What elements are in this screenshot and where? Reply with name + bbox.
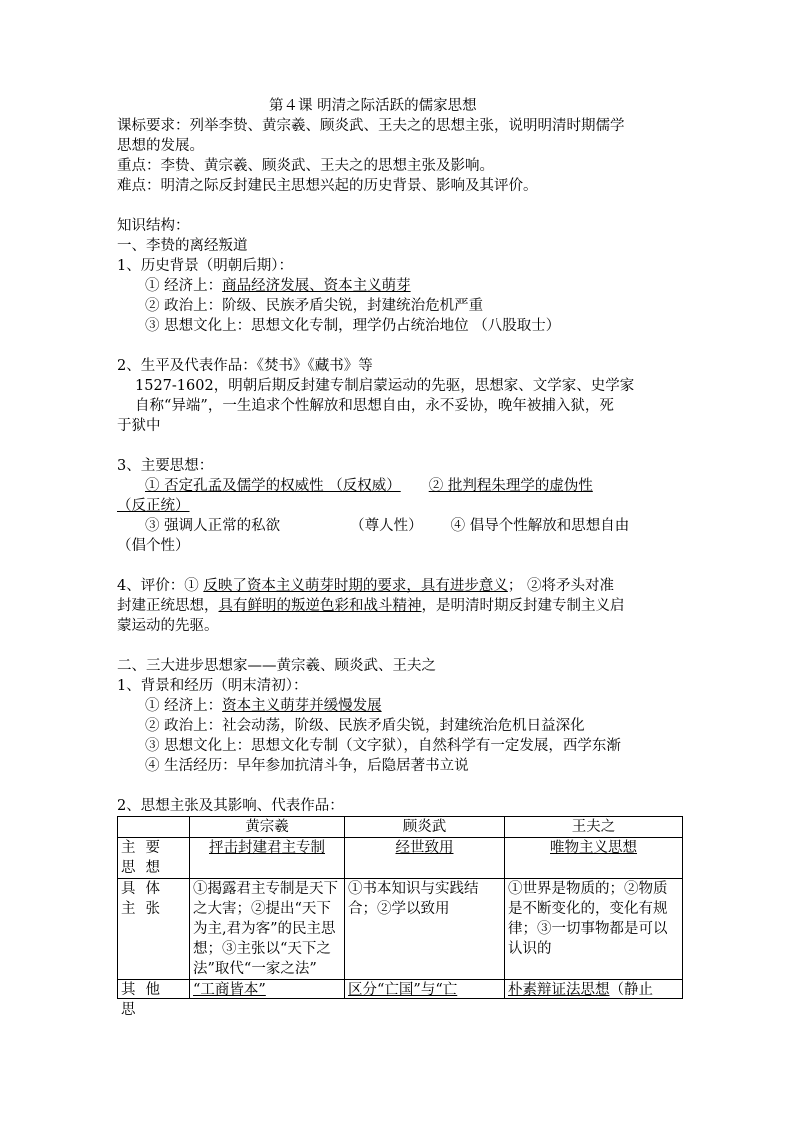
table-cell <box>190 838 345 879</box>
table-cell <box>505 838 683 879</box>
cell-text: “工商皆本” <box>193 982 266 998</box>
part2-bg-life: ④ 生活经历：早年参加抗清斗争，后隐居著书立说 <box>145 758 469 774</box>
eval-point-2: 具有鲜明的叛逆色彩和战斗精神 <box>218 598 422 614</box>
row-label <box>118 980 190 1018</box>
eval-label: 4、评价：① <box>117 578 204 594</box>
table-row <box>118 879 683 980</box>
part2-bg-economy <box>117 696 682 716</box>
part1-bg-politics: ② 政治上：阶级、民族矛盾尖锐，封建统治危机严重 <box>145 298 484 314</box>
part2-bg-heading: 1、背景和经历（明末清初）： <box>117 678 308 694</box>
part1-life-1: 1527-1602，明朝后期反封建专制启蒙运动的先驱，思想家、文学家、史学家 <box>135 378 635 394</box>
part2-bg-culture: ③ 思想文化上：思想文化专制（文字狱），自然科学有一定发展，西学东渐 <box>145 738 621 754</box>
idea-2: ② 批判程朱理学的虚伪性 <box>428 478 593 494</box>
row-label: 具体主张 <box>118 879 190 980</box>
bg-economy-label: ① 经济上： <box>145 278 223 294</box>
idea-3-tag: （尊人性） <box>350 518 423 534</box>
cell-text-rest: （静止 <box>609 982 653 998</box>
idea-1: ① 否定孔孟及儒学的权威性 （反权威） <box>145 478 401 494</box>
eval-mid: ； ②将矛头对准 <box>507 578 614 594</box>
cell-text: 区分“亡国”与“亡 <box>348 982 458 998</box>
table-cell <box>345 980 505 999</box>
idea-4: ④ 倡导个性解放和思想自由 <box>450 518 630 534</box>
part1-bg-economy <box>117 276 682 296</box>
table-header-cell: 顾炎武 <box>345 817 505 838</box>
table-cell: ①揭露君主专制是天下之大害；②提出“天下为主,君为客”的民主思想；③主张以“天下之法”取代“一家之法” <box>190 879 345 980</box>
part1-life-heading: 2、生平及代表作品：《焚书》《藏书》等 <box>117 358 373 374</box>
idea-2-tag: （反正统） <box>117 498 190 514</box>
table-header-cell: 黄宗羲 <box>190 817 345 838</box>
table-header-cell <box>118 817 190 838</box>
row-label: 主要思想 <box>118 838 190 879</box>
table-cell <box>505 980 683 999</box>
cell-text: 朴素辩证法思想 <box>508 982 610 998</box>
part1-eval-2 <box>117 596 682 616</box>
part1-eval-3: 蒙运动的先驱。 <box>117 618 219 634</box>
part1-idea-2-cont <box>117 496 682 516</box>
thinkers-table <box>117 816 683 1018</box>
eval-2-start: 封建正统思想， <box>117 598 219 614</box>
part1-ideas-heading: 3、主要思想： <box>117 458 214 474</box>
table-header-cell: 王夫之 <box>505 817 683 838</box>
cell-text: 经世致用 <box>395 840 454 856</box>
eval-point-1: 反映了资本主义萌芽时期的要求，具有进步意义 <box>203 578 508 594</box>
part1-eval-1 <box>117 576 682 596</box>
bg2-economy-underlined: 资本主义萌芽并缓慢发展 <box>222 698 382 714</box>
part1-life-2: 自称“异端”，一生追求个性解放和思想自由，永不妥协，晚年被捕入狱，死 <box>135 398 614 414</box>
table-row <box>118 980 683 999</box>
bg2-economy-label: ① 经济上： <box>145 698 223 714</box>
standard-line-2: 思想的发展。 <box>117 138 204 154</box>
cell-text: 唯物主义思想 <box>550 840 637 856</box>
lesson-title: 第４课 明清之际活跃的儒家思想 <box>269 98 477 114</box>
table-cell: ①世界是物质的；②物质是不断变化的，变化有规律；③一切事物都是可以认识的 <box>505 879 683 980</box>
eval-2-end: ，是明清时期反封建专制主义启 <box>421 598 625 614</box>
part1-bg-culture: ③ 思想文化上：思想文化专制，理学仍占统治地位 （八股取士） <box>145 318 561 334</box>
bg-economy-underlined: 商品经济发展、资本主义萌芽 <box>222 278 411 294</box>
difficulty: 难点：明清之际反封建民主思想兴起的历史背景、影响及其评价。 <box>117 178 538 194</box>
part2-heading: 二、三大进步思想家——黄宗羲、顾炎武、王夫之 <box>117 658 436 674</box>
part1-idea-4-cont: （倡个性） <box>117 538 190 554</box>
idea-3: ③ 强调人正常的私欲 <box>145 518 281 534</box>
table-cell <box>190 980 345 999</box>
table-cell <box>345 838 505 879</box>
cell-text: 抨击封建君主专制 <box>209 840 325 856</box>
part1-heading: 一、李贽的离经叛道 <box>117 238 248 254</box>
table-row <box>118 838 683 879</box>
structure-label: 知识结构： <box>117 218 190 234</box>
part2-table-heading: 2、思想主张及其影响、代表作品： <box>117 798 344 814</box>
part2-bg-politics: ② 政治上：社会动荡，阶级、民族矛盾尖锐，封建统治危机日益深化 <box>145 718 585 734</box>
part1-life-3: 于狱中 <box>117 418 161 434</box>
document-page <box>117 96 682 1018</box>
key-point: 重点：李贽、黄宗羲、顾炎武、王夫之的思想主张及影响。 <box>117 158 494 174</box>
part1-bg-heading: 1、历史背景（明朝后期）： <box>117 258 293 274</box>
standard-line-1: 课标要求：列举李贽、黄宗羲、顾炎武、王夫之的思想主张，说明明清时期儒学 <box>117 118 625 134</box>
table-header-row <box>118 817 683 838</box>
part1-idea-3-4 <box>117 516 682 536</box>
row-label-text: 其他思 <box>121 982 170 1018</box>
part1-idea-1-2 <box>117 476 682 496</box>
table-cell: ①书本知识与实践结合；②学以致用 <box>345 879 505 980</box>
